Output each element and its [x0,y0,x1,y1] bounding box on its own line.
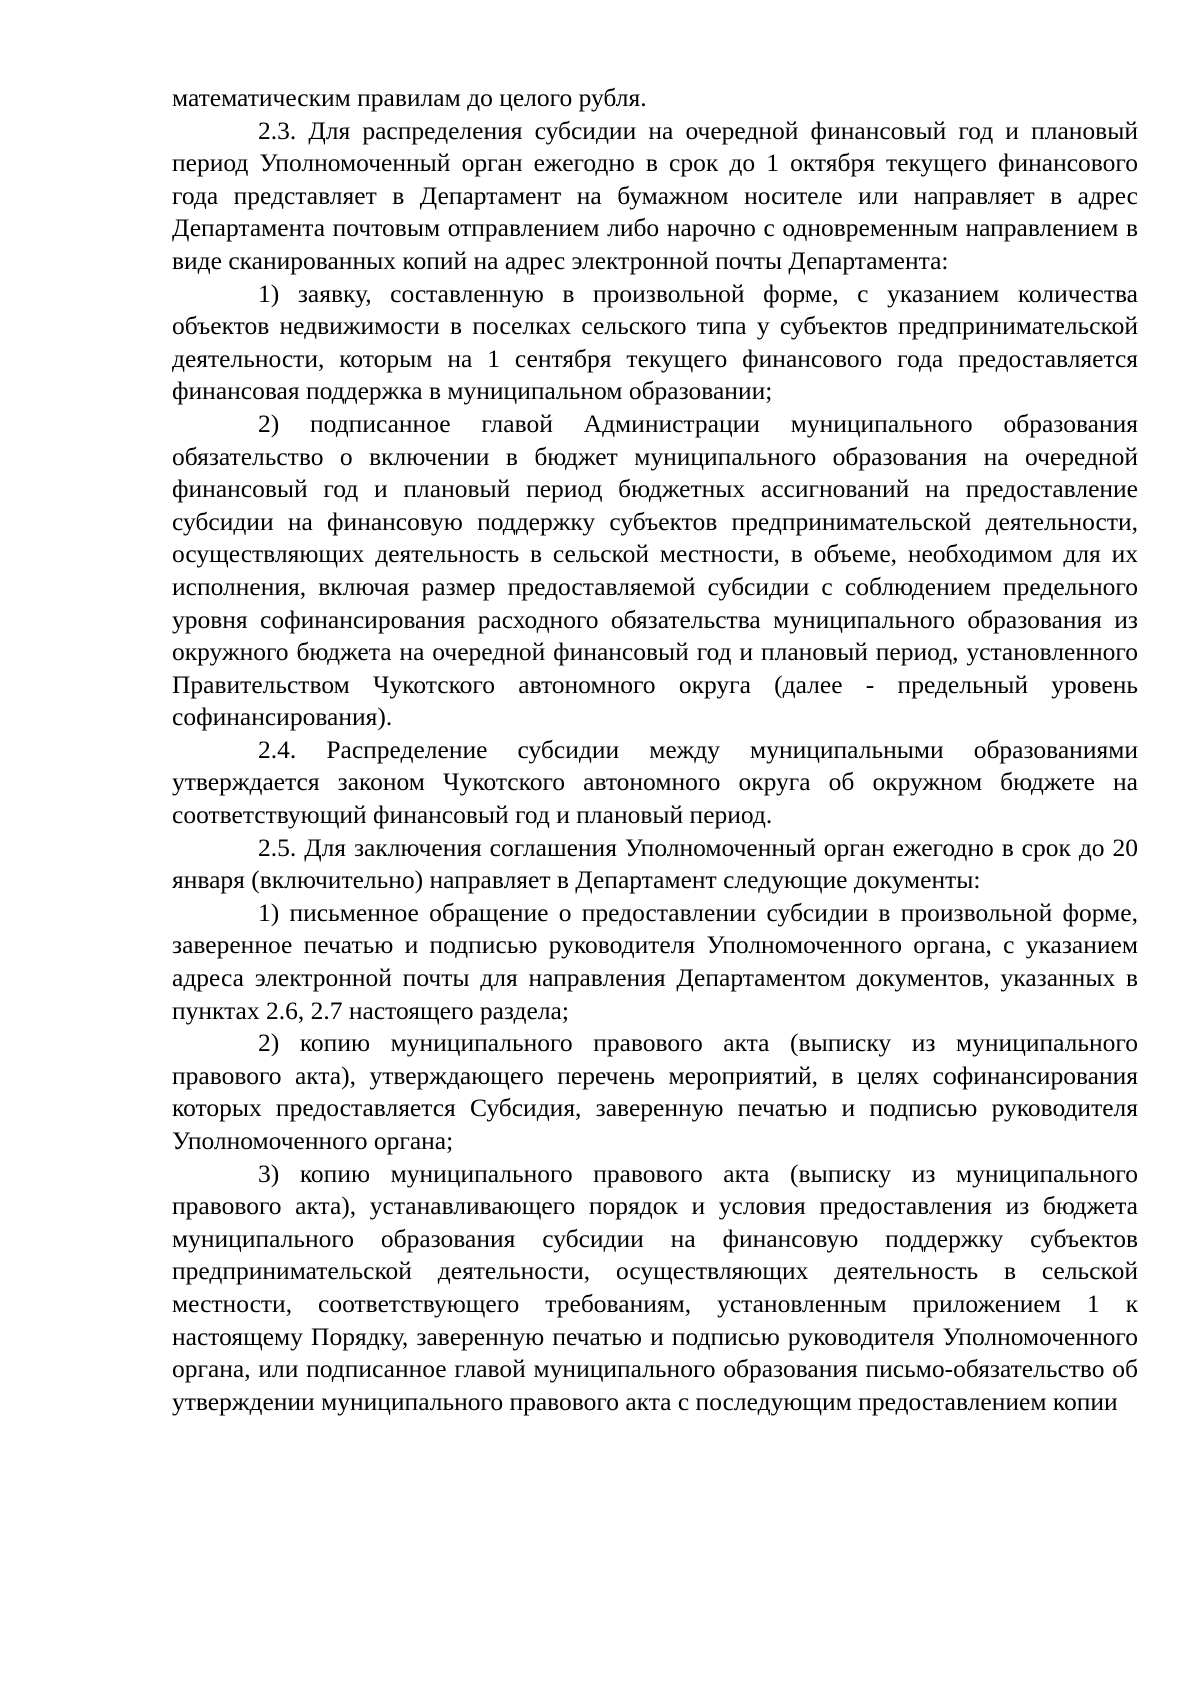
paragraph-2-3-item-1: 1) заявку, составленную в произвольной форме, с указанием количества объектов недвижимости в поселках сельского типа у субъектов предпринимательской деятельности, которым на 1 сентября текущего финансового года предоставляется финансовая поддержка в муниципальном образовании; [172,278,1138,406]
paragraph-2-5-item-2: 2) копию муниципального правового акта (выписку из муниципального правового акта), утверждающего перечень мероприятий, в целях софинансирования которых предоставляется Субсидия, заверенную печатью и подписью руководителя Уполномоченного органа; [172,1028,1138,1155]
paragraph-2-5-item-3: 3) копию муниципального правового акта (выписку из муниципального правового акта), устанавливающего порядок и условия предоставления из бюджета муниципального образования субсидии на финансовую поддержку субъектов предпринимательской деятельности, осуществляющих деятельность в сельской местности, соответствующего требованиям, установленным приложением 1 к настоящему Порядку, заверенную печатью и подписью руководителя Уполномоченного органа, или подписанное главой муниципального образования письмо-обязательство об утверждении муниципального правового акта с последующим предоставлением копии [172,1158,1138,1416]
paragraph-2-5: 2.5. Для заключения соглашения Уполномоченный орган ежегодно в срок до 20 января (включительно) направляет в Департамент следующие документы: [172,832,1138,895]
paragraph-2-3: 2.3. Для распределения субсидии на очередной финансовый год и плановый период Уполномоченный орган ежегодно в срок до 1 октября текущего финансового года представляет в Департамент на бумажном носителе или направляет в адрес Департамента почтовым отправлением либо нарочно с одновременным направлением в виде сканированных копий на адрес электронной почты Департамента: [172,115,1138,275]
paragraph-continuation: математическим правилам до целого рубля. [172,83,647,112]
document-page [172,82,1138,1418]
paragraph-2-5-item-1: 1) письменное обращение о предоставлении субсидии в произвольной форме, заверенное печатью и подписью руководителя Уполномоченного органа, с указанием адреса электронной почты для направления Департаментом документов, указанных в пунктах 2.6, 2.7 настоящего раздела; [172,897,1138,1025]
paragraph-2-3-item-2: 2) подписанное главой Администрации муниципального образования обязательство о включении в бюджет муниципального образования на очередной финансовый год и плановый период бюджетных ассигнований на предоставление субсидии на финансовую поддержку субъектов предпринимательской деятельности, осуществляющих деятельность в сельской местности, в объеме, необходимом для их исполнения, включая размер предоставляемой субсидии с соблюдением предельного уровня софинансирования расходного обязательства муниципального образования из окружного бюджета на очередной финансовый год и плановый период, установленного Правительством Чукотского автономного округа (далее - предельный уровень софинансирования). [172,408,1138,732]
paragraph-2-4: 2.4. Распределение субсидии между муниципальными образованиями утверждается законом Чукотского автономного округа об окружном бюджете на соответствующий финансовый год и плановый период. [172,734,1138,830]
